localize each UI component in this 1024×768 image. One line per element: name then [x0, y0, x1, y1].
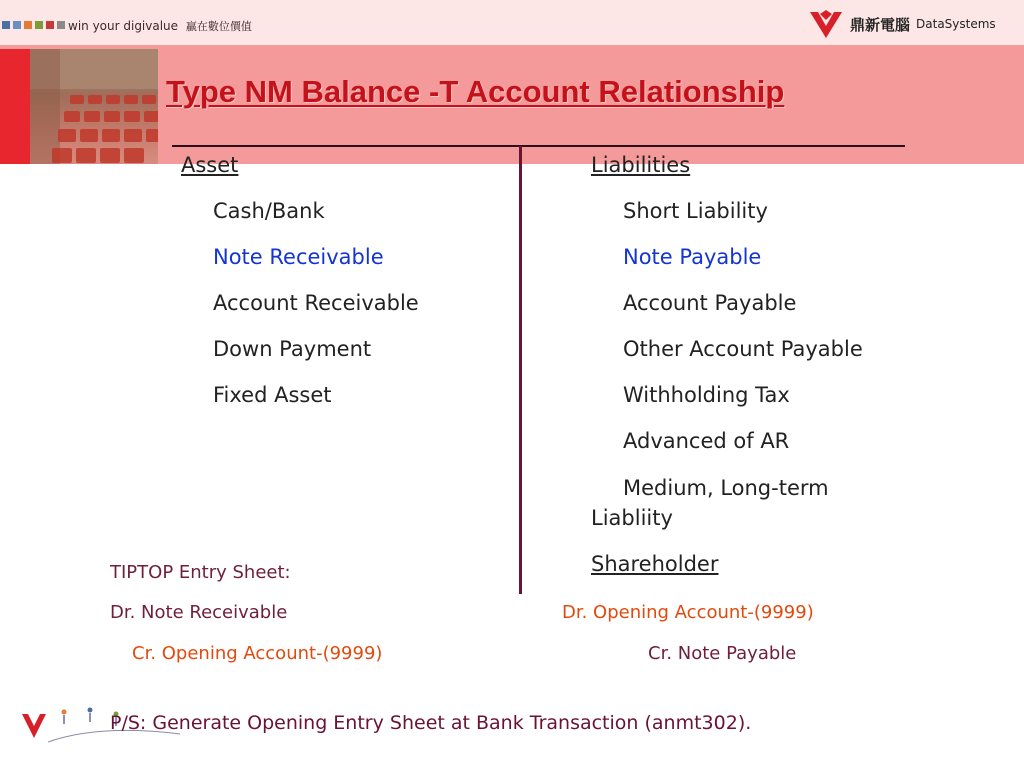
- shareholder-heading: Shareholder: [591, 552, 719, 576]
- t-account-horizontal-line: [172, 145, 905, 147]
- entry-right-debit: Dr. Opening Account-(9999): [562, 602, 814, 623]
- liability-item: Withholding Tax: [623, 383, 790, 407]
- brand-name-en: DataSystems: [916, 17, 996, 31]
- square-icon: [35, 21, 43, 29]
- slogan: [68, 18, 252, 34]
- square-icon: [46, 21, 54, 29]
- page-title: Type NM Balance -T Account Relationship: [166, 74, 785, 109]
- liability-item: Other Account Payable: [623, 337, 863, 361]
- brand-name-cn: 鼎新電腦: [850, 15, 911, 34]
- liability-item: Medium, Long-term: [623, 476, 829, 500]
- asset-item: Cash/Bank: [213, 199, 325, 223]
- liability-item-continued: Liabliity: [591, 506, 673, 530]
- liability-item: Short Liability: [623, 199, 768, 223]
- liability-item: Advanced of AR: [623, 429, 790, 453]
- red-accent-strip: [0, 49, 30, 164]
- liability-item: Note Payable: [623, 245, 762, 269]
- square-icon: [57, 21, 65, 29]
- brand-logo: [808, 8, 996, 40]
- liability-item: Account Payable: [623, 291, 797, 315]
- asset-item: Down Payment: [213, 337, 372, 361]
- slogan-cn: 贏在數位價值: [185, 20, 252, 33]
- square-icon: [24, 21, 32, 29]
- auditorium-seats-icon: [30, 49, 158, 164]
- auditorium-photo: [30, 49, 158, 164]
- entry-sheet-label: TIPTOP Entry Sheet:: [110, 562, 291, 583]
- entry-left-credit: Cr. Opening Account-(9999): [132, 643, 383, 664]
- square-icon: [13, 21, 21, 29]
- entry-right-credit: Cr. Note Payable: [648, 643, 797, 664]
- square-icon: [2, 21, 10, 29]
- asset-item: Note Receivable: [213, 245, 384, 269]
- asset-item: Fixed Asset: [213, 383, 332, 407]
- datasystems-logo-icon: [808, 8, 844, 40]
- asset-heading: Asset: [181, 153, 239, 177]
- t-account-vertical-line: [519, 146, 522, 594]
- footnote: P/S: Generate Opening Entry Sheet at Bank Transaction (anmt302).: [110, 712, 752, 734]
- color-squares-decoration: [2, 21, 65, 29]
- liabilities-heading: Liabilities: [591, 153, 691, 177]
- slogan-en: win your digivalue: [68, 19, 179, 33]
- entry-left-debit: Dr. Note Receivable: [110, 602, 288, 623]
- asset-item: Account Receivable: [213, 291, 419, 315]
